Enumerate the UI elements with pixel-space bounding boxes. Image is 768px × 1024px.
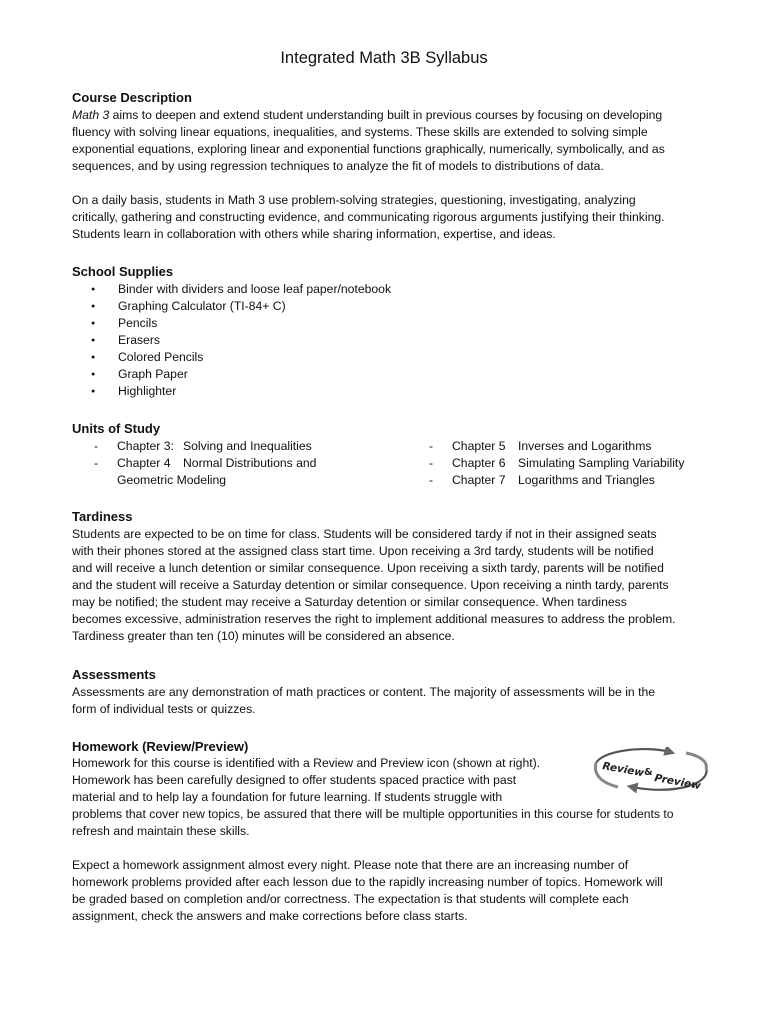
homework-line: be graded based on completion and/or correctness. The expectation is that students will complete each — [72, 892, 629, 906]
homework-line: homework problems provided after each lesson due to the rapidly increasing number of topics. Homework will — [72, 875, 663, 889]
unit-chapter: Chapter 5 — [452, 439, 506, 453]
tardiness-paragraph — [72, 526, 698, 645]
assessments-line: Assessments are any demonstration of math practices or content. The majority of assessments will be in the — [72, 685, 656, 699]
ampersand-icon-glyph: & — [644, 767, 653, 778]
units-of-study-heading: Units of Study — [72, 421, 161, 436]
homework-line: Expect a homework assignment almost every night. Please note that there are an increasing number of — [72, 858, 629, 872]
unit-title: Simulating Sampling Variability — [518, 456, 685, 470]
school-supplies-heading: School Supplies — [72, 264, 174, 279]
course-description-line: exponential equations, exploring linear and exponential functions graphically, numerically, symbolically, and as — [72, 142, 665, 156]
tardiness-line: with their phones stored at the assigned class start time. Upon receiving a 3rd tardy, students will be notified — [72, 544, 654, 558]
tardiness-line: may be notified; the student may receive a Saturday detention or similar consequence. When tardiness — [72, 595, 627, 609]
page-title: Integrated Math 3B Syllabus — [280, 49, 488, 67]
course-description-line: critically, gathering and constructing evidence, and communicating rigorous arguments justifying their thinking. — [72, 210, 665, 224]
math3-italic: Math 3 — [72, 108, 110, 122]
school-supplies-list — [72, 281, 391, 400]
tardiness-heading: Tardiness — [72, 509, 133, 524]
review-preview-icon — [590, 747, 712, 793]
unit-item — [427, 472, 727, 489]
homework-line: Homework for this course is identified with a Review and Preview icon (shown at right). — [72, 756, 541, 770]
tardiness-line: and will receive a lunch detention or similar consequence. Upon receiving a sixth tardy, parents will be notified — [72, 561, 664, 575]
tardiness-line: becomes excessive, administration reserves the right to implement additional measures to address the problem. — [72, 612, 676, 626]
unit-chapter: Chapter 3: — [117, 439, 174, 453]
course-description-paragraph-1 — [72, 107, 698, 175]
unit-title: Logarithms and Triangles — [518, 473, 655, 487]
homework-line: problems that cover new topics, be assured that there will be multiple opportunities in this course for students to — [72, 807, 674, 821]
list-item: ● Highlighter — [72, 383, 391, 400]
unit-title-line2: Geometric Modeling — [117, 473, 227, 487]
unit-item — [427, 455, 727, 472]
course-description-line: sequences, and by using regression techniques to analyze the fit of models to distributions of data. — [72, 159, 604, 173]
unit-chapter: Chapter 4 — [117, 456, 171, 470]
unit-title: Inverses and Logarithms — [518, 439, 652, 453]
units-left-list — [92, 438, 392, 489]
preview-icon-word: Preview — [653, 772, 702, 793]
tardiness-line: and the student will receive a Saturday detention or similar consequence. Upon receiving a ninth tardy, parents — [72, 578, 669, 592]
course-description-paragraph-2 — [72, 192, 698, 243]
unit-item — [427, 438, 727, 455]
homework-line: refresh and maintain these skills. — [72, 824, 250, 838]
list-item: ● Pencils — [72, 315, 391, 332]
list-item: ● Graphing Calculator (TI-84+ C) — [72, 298, 391, 315]
unit-item — [92, 438, 392, 455]
review-icon-word: Review — [601, 760, 645, 780]
list-item: ● Colored Pencils — [72, 349, 391, 366]
homework-heading: Homework (Review/Preview) — [72, 739, 249, 754]
list-item: ● Binder with dividers and loose leaf paper/notebook — [72, 281, 391, 298]
course-description-line: fluency with solving linear equations, inequalities, and systems. These skills are extended to solving simple — [72, 125, 648, 139]
course-description-line: On a daily basis, students in Math 3 use problem-solving strategies, questioning, investigating, analyzing — [72, 193, 636, 207]
tardiness-line: Tardiness greater than ten (10) minutes will be considered an absence. — [72, 629, 455, 643]
list-item: ● Graph Paper — [72, 366, 391, 383]
assessments-paragraph — [72, 684, 698, 718]
homework-line: material and to help lay a foundation for future learning. If students struggle with — [72, 790, 503, 804]
assessments-line: form of individual tests or quizzes. — [72, 702, 256, 716]
course-description-line: Students learn in collaboration with others while sharing information, expertise, and ideas. — [72, 227, 556, 241]
list-item: ● Erasers — [72, 332, 391, 349]
unit-title: Normal Distributions and — [183, 456, 317, 470]
unit-chapter: Chapter 7 — [452, 473, 506, 487]
units-right-list — [427, 438, 727, 489]
unit-chapter: Chapter 6 — [452, 456, 506, 470]
unit-item — [92, 455, 392, 489]
course-description-line — [72, 107, 698, 124]
tardiness-line: Students are expected to be on time for class. Students will be considered tardy if not in their assigned seats — [72, 527, 657, 541]
course-description-line-text: aims to deepen and extend student understanding built in previous courses by focusing on developing — [109, 108, 663, 122]
homework-line: assignment, check the answers and make corrections before class starts. — [72, 909, 468, 923]
unit-title: Solving and Inequalities — [183, 439, 312, 453]
homework-paragraph-2 — [72, 857, 698, 925]
homework-line: Homework has been carefully designed to offer students spaced practice with past — [72, 773, 517, 787]
assessments-heading: Assessments — [72, 667, 156, 682]
course-description-heading: Course Description — [72, 90, 192, 105]
